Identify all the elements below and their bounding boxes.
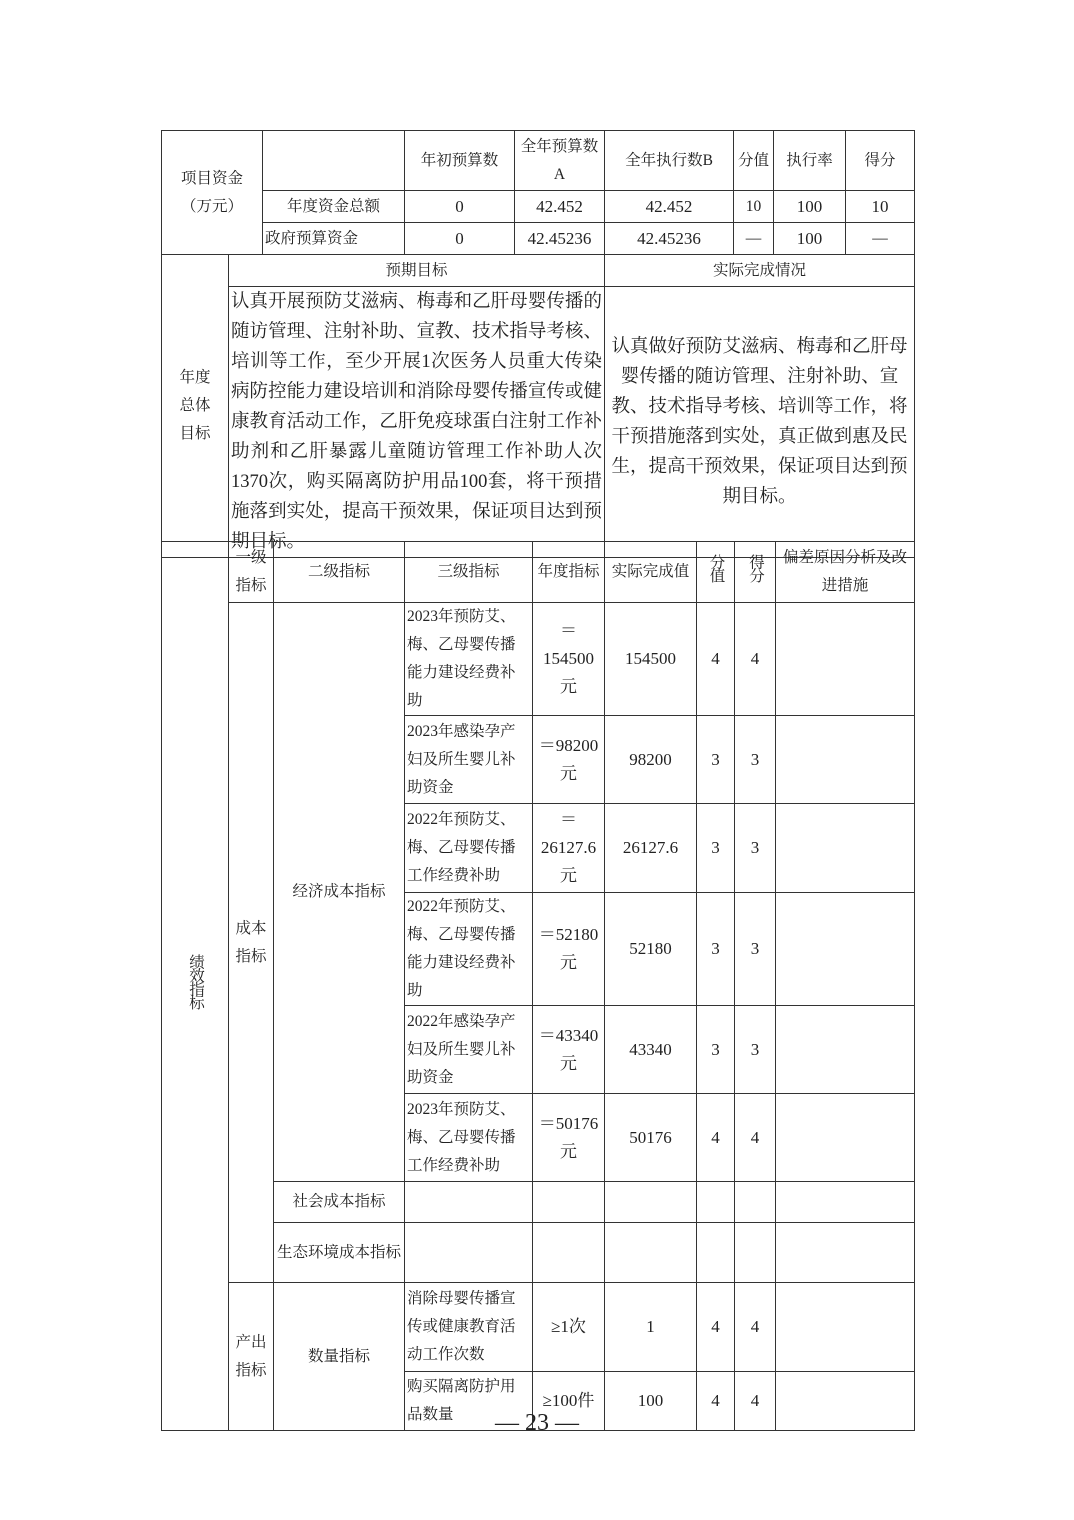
level2-quantity: 数量指标 (274, 1283, 405, 1431)
level2-social: 社会成本指标 (274, 1182, 405, 1223)
empty-cell (263, 131, 405, 191)
header-value (697, 542, 735, 603)
deviation-cell (776, 1094, 915, 1182)
score: 3 (735, 804, 776, 893)
empty-cell (605, 1223, 697, 1283)
score: 3 (735, 1006, 776, 1094)
actual-value: 98200 (605, 716, 697, 804)
header-level2: 二级指标 (274, 542, 405, 603)
score: 4 (735, 1094, 776, 1182)
executed-value: 42.45236 (605, 223, 734, 255)
score: 4 (735, 1372, 776, 1431)
goals-label: 年度总体目标 (162, 255, 229, 558)
level1-cost: 成本指标 (229, 603, 274, 1283)
rate-value: 100 (774, 223, 846, 255)
header-executed: 全年执行数B (605, 131, 734, 191)
empty-cell (533, 1223, 605, 1283)
score: 3 (735, 716, 776, 804)
header-actual: 实际完成值 (605, 542, 697, 603)
header-budget: 全年预算数A (515, 131, 605, 191)
funds-table (161, 130, 915, 255)
header-target: 年度指标 (533, 542, 605, 603)
actual-header: 实际完成情况 (605, 255, 915, 287)
header-rate: 执行率 (774, 131, 846, 191)
deviation-cell (776, 1283, 915, 1372)
empty-cell (735, 1182, 776, 1223)
empty-cell (405, 1182, 533, 1223)
level3-text: 2022年预防艾、梅、乙母婴传播能力建设经费补助 (405, 893, 533, 1006)
score-value: 4 (697, 1372, 735, 1431)
empty-cell (776, 1223, 915, 1283)
target-value: ＝43340元 (533, 1006, 605, 1094)
actual-value: 1 (605, 1283, 697, 1372)
target-value: ＝154500元 (533, 603, 605, 716)
score: 4 (735, 603, 776, 716)
score-value: 3 (697, 893, 735, 1006)
initial-value: 0 (405, 191, 515, 223)
level3-text: 2023年预防艾、梅、乙母婴传播能力建设经费补助 (405, 603, 533, 716)
empty-cell (405, 1223, 533, 1283)
level2-economic: 经济成本指标 (274, 603, 405, 1182)
header-level3: 三级指标 (405, 542, 533, 603)
header-deviation: 偏差原因分析及改进措施 (776, 542, 915, 603)
score-value: 4 (697, 1094, 735, 1182)
score: 10 (846, 191, 915, 223)
row-name: 年度资金总额 (263, 191, 405, 223)
target-value: ＝98200元 (533, 716, 605, 804)
empty-cell (697, 1182, 735, 1223)
target-value: ≥1次 (533, 1283, 605, 1372)
deviation-cell (776, 1006, 915, 1094)
actual-value: 154500 (605, 603, 697, 716)
target-value: ＝50176元 (533, 1094, 605, 1182)
deviation-cell (776, 716, 915, 804)
header-score-text: 得分 (747, 553, 764, 581)
score-value: 3 (697, 716, 735, 804)
level2-eco: 生态环境成本指标 (274, 1223, 405, 1283)
performance-table (161, 541, 915, 1431)
level3-text: 2023年感染孕产妇及所生婴儿补助资金 (405, 716, 533, 804)
initial-value: 0 (405, 223, 515, 255)
score: 3 (735, 893, 776, 1006)
actual-goal-text: 认真做好预防艾滋病、梅毒和乙肝母婴传播的随访管理、注射补助、宣教、技术指导考核、培训等工作，将干预措施落到实处，真正做到惠及民生，提高干预效果，保证项目达到预期目标。 (605, 287, 915, 558)
score-value: 4 (697, 603, 735, 716)
empty-cell (533, 1182, 605, 1223)
actual-value: 100 (605, 1372, 697, 1431)
executed-value: 42.452 (605, 191, 734, 223)
empty-cell (605, 1182, 697, 1223)
actual-value: 43340 (605, 1006, 697, 1094)
deviation-cell (776, 804, 915, 893)
expected-header: 预期目标 (229, 255, 605, 287)
actual-value: 50176 (605, 1094, 697, 1182)
row-name: 政府预算资金 (263, 223, 405, 255)
empty-cell (697, 1223, 735, 1283)
perf-label-text: 绩效指标 (187, 954, 204, 1008)
header-value-text: 分值 (707, 553, 725, 581)
score-value: 3 (697, 804, 735, 893)
actual-value: 26127.6 (605, 804, 697, 893)
level3-text: 2022年感染孕产妇及所生婴儿补助资金 (405, 1006, 533, 1094)
empty-cell (776, 1182, 915, 1223)
level1-output: 产出指标 (229, 1283, 274, 1431)
empty-cell (735, 1223, 776, 1283)
score: — (846, 223, 915, 255)
level3-text: 2022年预防艾、梅、乙母婴传播工作经费补助 (405, 804, 533, 893)
score-value: — (734, 223, 774, 255)
budget-value: 42.45236 (515, 223, 605, 255)
perf-label (162, 542, 229, 1431)
target-value: ＝26127.6元 (533, 804, 605, 893)
header-score (735, 542, 776, 603)
target-value: ≥100件 (533, 1372, 605, 1431)
header-level1: 一级指标 (229, 542, 274, 603)
expected-goal-text: 认真开展预防艾滋病、梅毒和乙肝母婴传播的随访管理、注射补助、宣教、技术指导考核、培训等工作，至少开展1次医务人员重大传染病防控能力建设培训和消除母婴传播宣传或健康教育活动工作，乙肝免疫球蛋白注射工作补助剂和乙肝暴露儿童随访管理工作补助人次1370次，购买隔离防护用品100套，将干预措施落到实处，提高干预效果，保证项目达到预期目标。 (229, 287, 605, 558)
deviation-cell (776, 893, 915, 1006)
actual-value: 52180 (605, 893, 697, 1006)
header-score-value: 分值 (734, 131, 774, 191)
score-value: 4 (697, 1283, 735, 1372)
header-initial: 年初预算数 (405, 131, 515, 191)
level3-text: 2023年预防艾、梅、乙母婴传播工作经费补助 (405, 1094, 533, 1182)
goals-table (161, 254, 915, 558)
rate-value: 100 (774, 191, 846, 223)
score-value: 10 (734, 191, 774, 223)
funds-label: 项目资金（万元） (162, 131, 263, 255)
level3-text: 消除母婴传播宣传或健康教育活动工作次数 (405, 1283, 533, 1372)
budget-value: 42.452 (515, 191, 605, 223)
target-value: ＝52180元 (533, 893, 605, 1006)
score-value: 3 (697, 1006, 735, 1094)
page-number: — 23 — (495, 1410, 579, 1436)
level3-text: 购买隔离防护用品数量 (405, 1372, 533, 1431)
header-score: 得分 (846, 131, 915, 191)
score: 4 (735, 1283, 776, 1372)
deviation-cell (776, 603, 915, 716)
